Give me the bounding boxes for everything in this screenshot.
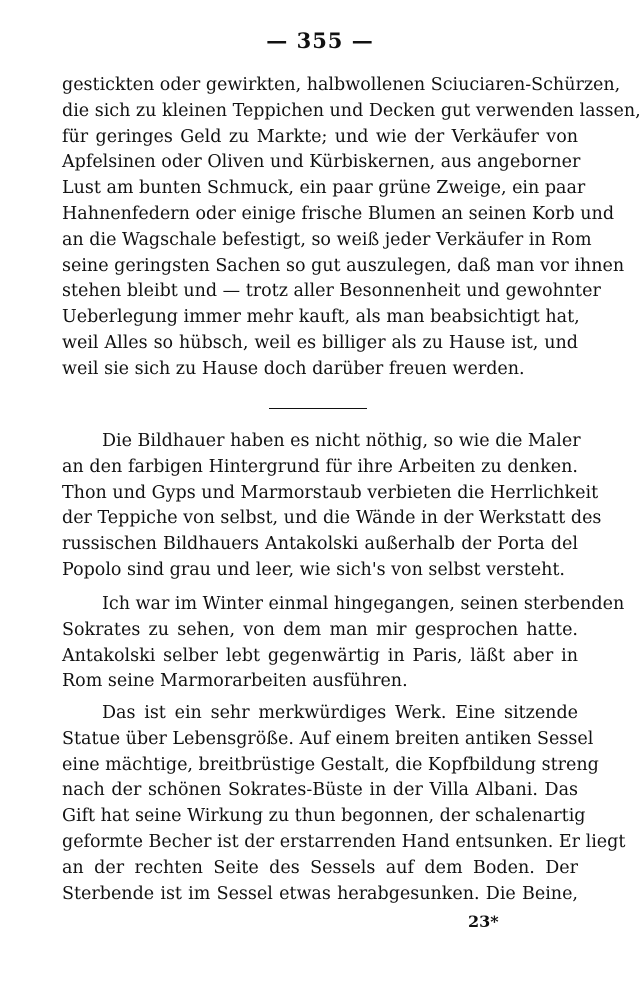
signature-mark: 23*	[468, 912, 499, 931]
paragraph-3	[62, 592, 625, 695]
paragraph-4	[62, 701, 626, 907]
text-line: seine geringsten Sachen so gut auszulegen, daß man vor ihnen	[62, 255, 625, 276]
text-line: nach der schönen Sokrates-Büste in der Villa Albani. Das	[62, 780, 578, 801]
text-line: russischen Bildhauers Antakolski außerhalb der Porta del	[62, 534, 578, 555]
text-line: Statue über Lebensgröße. Auf einem breiten antiken Sessel	[62, 728, 594, 749]
text-line: Das ist ein sehr merkwürdiges Werk. Eine sitzende	[102, 703, 578, 723]
text-line: die sich zu kleinen Teppichen und Decken gut verwenden lassen,	[62, 100, 641, 121]
text-line: geformte Becher ist der erstarrenden Hand entsunken. Er liegt	[62, 831, 626, 852]
text-line: an die Wagschale befestigt, so weiß jeder Verkäufer in Rom	[62, 229, 592, 250]
text-line: Sterbende ist im Sessel etwas herabgesunken. Die Beine,	[62, 883, 578, 904]
text-line: Die Bildhauer haben es nicht nöthig, so wie die Maler	[102, 431, 581, 451]
text-line: für geringes Geld zu Markte; und wie der Verkäufer von	[62, 126, 578, 147]
text-line: Gift hat seine Wirkung zu thun begonnen, der schalenartig	[62, 806, 586, 827]
text-line: Popolo sind grau und leer, wie sich's von selbst versteht.	[62, 559, 565, 580]
page-number: — 355 —	[266, 28, 374, 53]
text-line: an den farbigen Hintergrund für ihre Arbeiten zu denken.	[62, 456, 578, 477]
text-line: der Teppiche von selbst, und die Wände in der Werkstatt des	[62, 508, 602, 529]
text-line: Ich war im Winter einmal hingegangen, seinen sterbenden	[102, 594, 625, 614]
section-divider	[269, 408, 367, 409]
text-line: weil sie sich zu Hause doch darüber freuen werden.	[62, 358, 525, 379]
text-line: an der rechten Seite des Sessels auf dem Boden. Der	[62, 857, 578, 878]
text-line: eine mächtige, breitbrüstige Gestalt, die Kopfbildung streng	[62, 754, 599, 775]
text-line: Ueberlegung immer mehr kauft, als man beabsichtigt hat,	[62, 307, 580, 328]
paragraph-1	[62, 73, 641, 383]
text-line: Rom seine Marmorarbeiten ausführen.	[62, 671, 408, 692]
text-line: Sokrates zu sehen, von dem man mir gesprochen hatte.	[62, 619, 578, 640]
text-line: weil Alles so hübsch, weil es billiger als zu Hause ist, und	[62, 332, 578, 353]
text-line: gestickten oder gewirkten, halbwollenen Sciuciaren-Schürzen,	[62, 75, 621, 95]
text-line: Hahnenfedern oder einige frische Blumen an seinen Korb und	[62, 203, 615, 224]
text-line: Apfelsinen oder Oliven und Kürbiskernen, aus angeborner	[62, 152, 581, 173]
text-line: stehen bleibt und — trotz aller Besonnenheit und gewohnter	[62, 281, 601, 302]
text-line: Lust am bunten Schmuck, ein paar grüne Zweige, ein paar	[62, 178, 586, 199]
text-line: Antakolski selber lebt gegenwärtig in Paris, läßt aber in	[62, 645, 578, 666]
text-line: Thon und Gyps und Marmorstaub verbieten die Herrlichkeit	[62, 482, 599, 503]
paragraph-2	[62, 429, 602, 584]
